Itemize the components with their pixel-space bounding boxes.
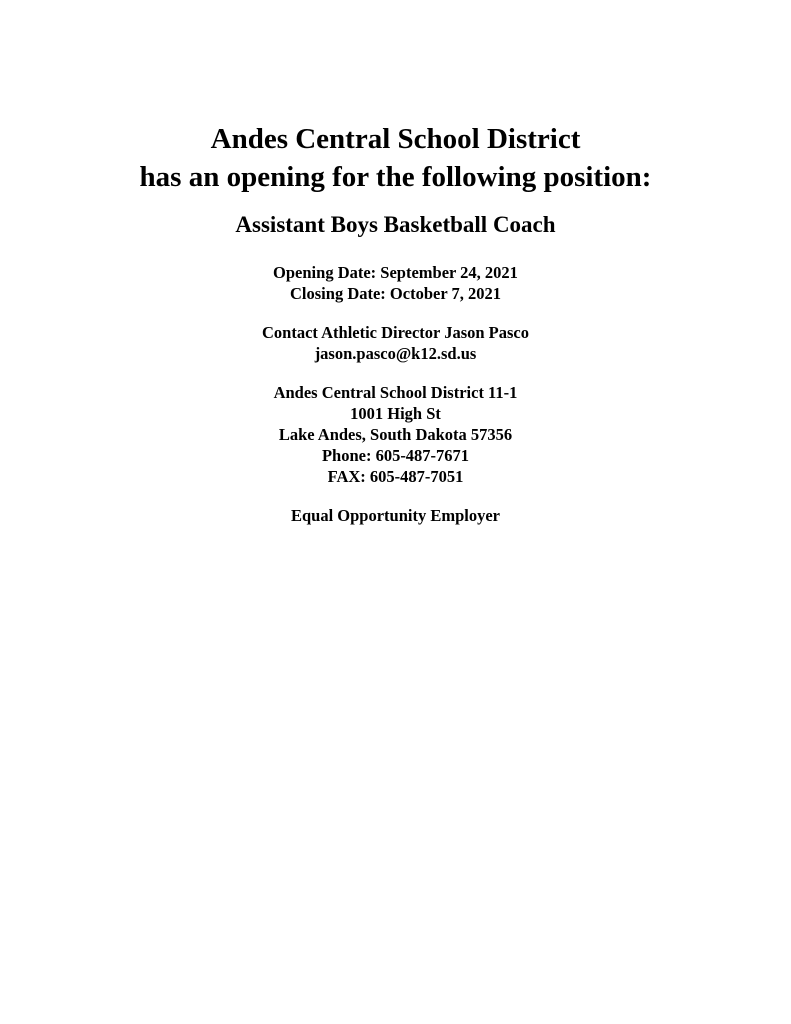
opening-date: Opening Date: September 24, 2021: [273, 263, 518, 282]
contact-line: Contact Athletic Director Jason Pasco: [261, 323, 529, 342]
job-posting: [0, 120, 791, 526]
address-phone: Phone: 605-487-7671: [321, 446, 470, 465]
footer-block: [0, 505, 791, 526]
dates-block: [0, 262, 791, 304]
address-district: Andes Central School District 11-1: [273, 383, 518, 402]
address-fax: FAX: 605-487-7051: [327, 467, 464, 486]
address-street: 1001 High St: [350, 404, 441, 423]
district-title: Andes Central School District: [210, 123, 581, 155]
closing-date: Closing Date: October 7, 2021: [290, 284, 501, 303]
opening-subtitle: has an opening for the following position:: [139, 161, 652, 193]
contact-email: jason.pasco@k12.sd.us: [314, 344, 477, 363]
contact-block: [0, 322, 791, 364]
address-city: Lake Andes, South Dakota 57356: [278, 425, 513, 444]
address-block: [0, 382, 791, 487]
equal-opportunity-statement: Equal Opportunity Employer: [290, 506, 501, 525]
position-title: Assistant Boys Basketball Coach: [235, 212, 556, 237]
